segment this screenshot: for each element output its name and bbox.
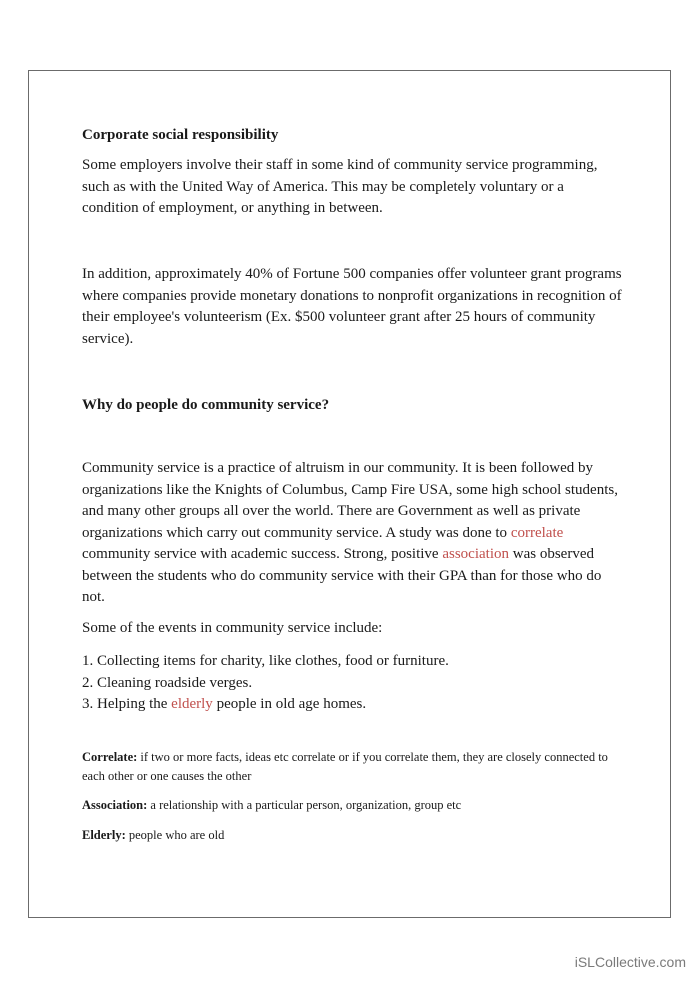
list-item [82, 694, 622, 716]
text-run: Community service is a practice of altruism in our community. It is been followed by organizations like the Knights of Columbus, Camp Fire USA, some high school students, and many other groups all over the world. There are Government as well as private organizations which carry out community service. A study was done to [82, 460, 618, 541]
glossary-correlate [82, 748, 622, 786]
list-item: 1. Collecting items for charity, like clothes, food or furniture. [82, 653, 449, 669]
glossary-definition: if two or more facts, ideas etc correlate or if you correlate them, they are closely connected to each other or one causes the other [82, 750, 608, 783]
section-corporate [82, 124, 622, 220]
glossary-elderly [82, 826, 622, 845]
section-heading: Corporate social responsibility [82, 127, 279, 143]
paragraph: Some employers involve their staff in some kind of community service programming, such as with the United Way of America. This may be completely voluntary or a condition of employment, or anything in between. [82, 157, 598, 216]
events-list [82, 651, 622, 716]
vocab-word-association: association [442, 546, 509, 562]
vocab-word-correlate: correlate [510, 524, 564, 541]
watermark: iSLCollective.com [574, 954, 686, 970]
list [82, 651, 622, 716]
section-why [82, 394, 622, 416]
glossary-definition: people who are old [125, 828, 225, 842]
glossary-entry [82, 796, 622, 815]
paragraph [82, 458, 622, 609]
glossary-term: Correlate: [82, 750, 138, 764]
section-heading: Why do people do community service? [82, 397, 330, 413]
glossary-association [82, 796, 622, 815]
text-run: community service with academic success. Strong, positive [82, 546, 443, 562]
text-run: people in old age homes. [212, 696, 367, 712]
paragraph: Some of the events in community service include: [82, 620, 383, 636]
paragraph-fortune500 [82, 264, 622, 350]
text-run: was observed between the students who do community service with their GPA than for those who do not. [82, 546, 602, 605]
glossary-term: Elderly: [82, 828, 126, 842]
events-intro [82, 618, 622, 640]
glossary-entry [82, 826, 622, 845]
glossary-definition: a relationship with a particular person, organization, group etc [147, 798, 462, 812]
vocab-word-elderly: elderly [171, 696, 213, 712]
paragraph: In addition, approximately 40% of Fortune 500 companies offer volunteer grant programs where companies provide monetary donations to nonprofit organizations in recognition of their employee's volunteerism (Ex. $500 volunteer grant after 25 hours of community service). [82, 266, 622, 347]
glossary-entry [82, 748, 622, 786]
paragraph-altruism [82, 458, 622, 609]
text-run: 3. Helping the [82, 696, 172, 712]
glossary-term: Association: [82, 798, 148, 812]
list-item: 2. Cleaning roadside verges. [82, 674, 253, 691]
